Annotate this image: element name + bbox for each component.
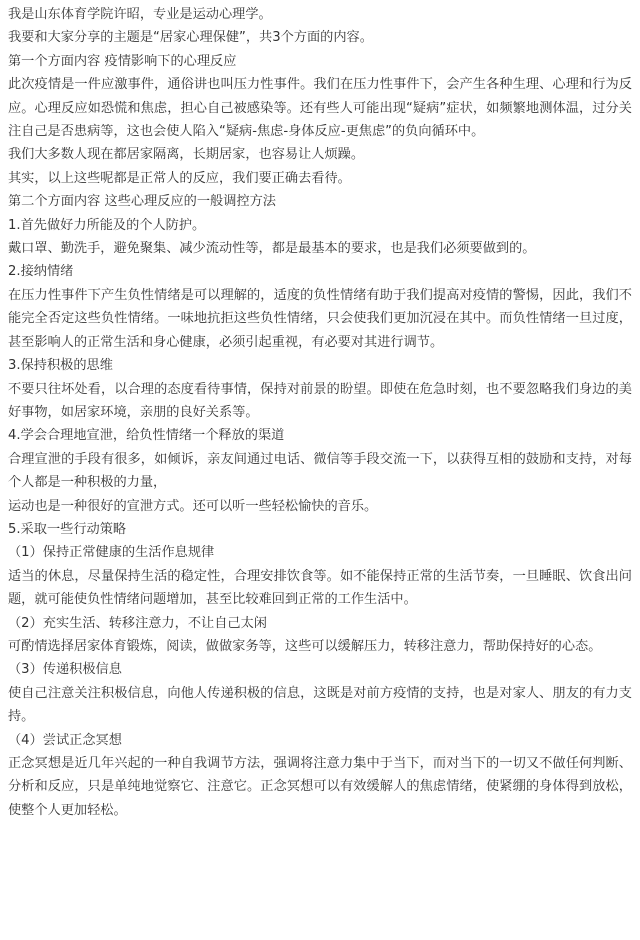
subitem-4-heading: （4）尝试正念冥想 <box>8 732 122 748</box>
section-1-body: 我们大多数人现在都居家隔离，长期居家，也容易让人烦躁。 <box>8 147 365 163</box>
item-4-body: 运动也是一种很好的宣泄方式。还可以听一些轻松愉快的音乐。 <box>8 498 378 514</box>
section-2-heading: 第二个方面内容 这些心理反应的一般调控方法 <box>8 194 276 210</box>
section-1-heading: 第一个方面内容 疫情影响下的心理反应 <box>8 53 237 69</box>
item-2-heading: 2.接纳情绪 <box>8 264 74 280</box>
subitem-1-body: 适当的休息，尽量保持生活的稳定性，合理安排饮食等。如不能保持正常的生活节奏，一旦睡眠、饮食出问题，就可能使负性情绪问题增加，甚至比较难回到正常的工作生活中。 <box>8 568 632 608</box>
subitem-1-heading: （1）保持正常健康的生活作息规律 <box>8 545 215 561</box>
item-4-heading: 4.学会合理地宣泄，给负性情绪一个释放的渠道 <box>8 428 285 444</box>
subitem-4-body: 正念冥想是近几年兴起的一种自我调节方法，强调将注意力集中于当下，而对当下的一切又不做任何判断、分析和反应，只是单纯地觉察它、注意它。正念冥想可以有效缓解人的焦虑情绪，使紧绷的身体得到放松，使整个人更加轻松。 <box>8 756 632 818</box>
section-1-body: 其实，以上这些呢都是正常人的反应，我们要正确去看待。 <box>8 170 351 186</box>
subitem-3-body: 使自己注意关注积极信息，向他人传递积极的信息，这既是对前方疫情的支持，也是对家人、朋友的有力支持。 <box>8 685 632 725</box>
item-4-body: 合理宣泄的手段有很多，如倾诉，亲友间通过电话、微信等手段交流一下，以获得互相的鼓励和支持，对每个人都是一种积极的力量， <box>8 451 632 491</box>
subitem-3-heading: （3）传递积极信息 <box>8 662 122 678</box>
item-1-body: 戴口罩、勤洗手，避免聚集、减少流动性等，都是最基本的要求，也是我们必须要做到的。 <box>8 241 536 257</box>
item-2-body: 在压力性事件下产生负性情绪是可以理解的，适度的负性情绪有助于我们提高对疫情的警惕，因此，我们不能完全否定这些负性情绪。一味地抗拒这些负性情绪，只会使我们更加沉浸在其中。而负性情绪一旦过度，甚至影响人的正常生活和身心健康，必须引起重视，有必要对其进行调节。 <box>8 287 632 350</box>
subitem-2-heading: （2）充实生活、转移注意力，不让自己太闲 <box>8 615 267 631</box>
topic-line: 我要和大家分享的主题是“居家心理保健”，共3个方面的内容。 <box>8 30 373 46</box>
item-3-body: 不要只往坏处看，以合理的态度看待事情，保持对前景的盼望。即使在危急时刻，也不要忽略我们身边的美好事物，如居家环境，亲朋的良好关系等。 <box>8 381 632 420</box>
item-3-heading: 3.保持积极的思维 <box>8 358 113 374</box>
subitem-2-body: 可酌情选择居家体育锻炼，阅读，做做家务等，这些可以缓解压力，转移注意力，帮助保持好的心态。 <box>8 638 602 654</box>
item-1-heading: 1.首先做好力所能及的个人防护。 <box>8 217 206 233</box>
section-1-body: 此次疫情是一件应激事件，通俗讲也叫压力性事件。我们在压力性事件下，会产生各种生理、心理和行为反应。心理反应如恐慌和焦虑，担心自己被感染等。还有些人可能出现“疑病”症状，如频繁地测体温，过分关注自己是否患病等，这也会使人陷入“疑病-焦虑-身体反应-更焦虑”的负向循环中。 <box>8 77 632 140</box>
item-5-heading: 5.采取一些行动策略 <box>8 521 127 537</box>
intro-line: 我是山东体育学院许昭，专业是运动心理学。 <box>8 7 272 22</box>
